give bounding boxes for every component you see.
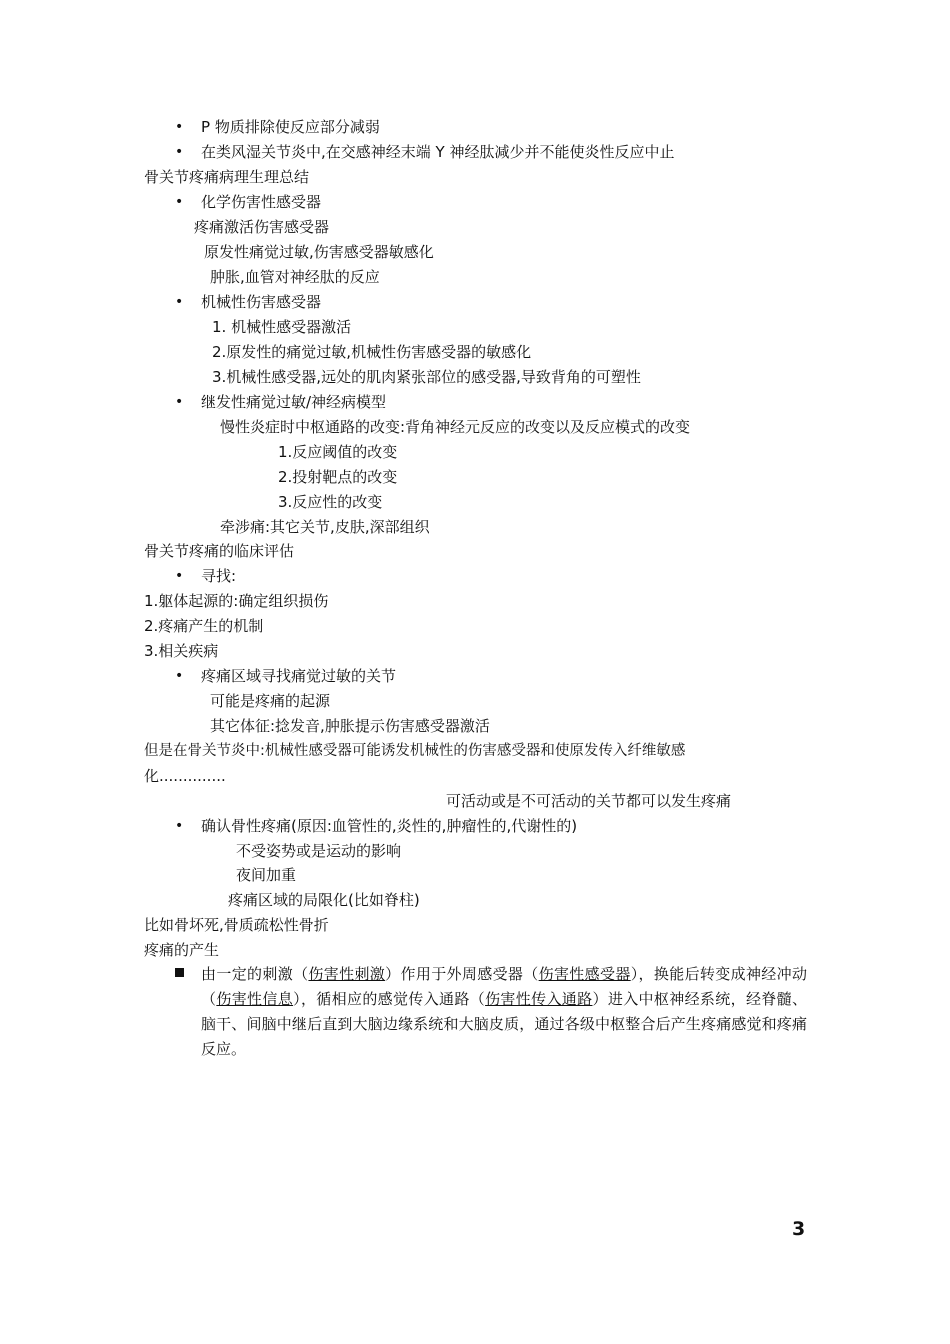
- bullet: •: [175, 394, 184, 410]
- section-heading: 骨关节疼痛病理生理总结: [144, 168, 310, 186]
- text-line: P 物质排除使反应部分减弱: [201, 118, 380, 136]
- text-line: 其它体征:捻发音,肿胀提示伤害感受器激活: [210, 717, 490, 735]
- section-heading: 疼痛的产生: [144, 941, 220, 959]
- text-line: 可活动或是不可活动的关节都可以发生疼痛: [446, 792, 732, 810]
- paragraph-text: ），换能后转变成神经冲动（: [201, 965, 807, 1008]
- underlined-term: 伤害性传入通路: [485, 990, 593, 1008]
- text-line: 2.疼痛产生的机制: [144, 617, 264, 635]
- text-line: 疼痛区域寻找痛觉过敏的关节: [201, 667, 397, 685]
- underlined-term: 伤害性刺激: [308, 965, 386, 983]
- square-bullet-icon: [175, 968, 184, 977]
- bullet: •: [175, 668, 184, 684]
- text-line: 夜间加重: [236, 866, 297, 884]
- text-line: 疼痛区域的局限化(比如脊柱): [228, 891, 420, 909]
- bullet: •: [175, 144, 184, 160]
- text-line: 确认骨性疼痛(原因:血管性的,炎性的,肿瘤性的,代谢性的): [201, 817, 578, 835]
- paragraph-text: 由一定的刺激（: [201, 965, 309, 983]
- underlined-term: 伤害性信息: [216, 990, 294, 1008]
- bullet: •: [175, 119, 184, 135]
- text-line: 1.反应阈值的改变: [278, 443, 398, 461]
- text-line: 比如骨坏死,骨质疏松性骨折: [144, 916, 329, 934]
- text-line: 原发性痛觉过敏,伤害感受器敏感化: [204, 243, 434, 261]
- bullet: •: [175, 294, 184, 310]
- paragraph-text: ）作用于外周感受器（: [385, 965, 539, 983]
- text-line: 2.原发性的痛觉过敏,机械性伤害感受器的敏感化: [212, 343, 532, 361]
- pain-generation-paragraph: [201, 962, 807, 1062]
- section-heading: 骨关节疼痛的临床评估: [144, 542, 295, 560]
- text-line: 继发性痛觉过敏/神经病模型: [201, 393, 387, 411]
- text-line: 不受姿势或是运动的影响: [236, 842, 402, 860]
- text-line: 但是在骨关节炎中:机械性感受器可能诱发机械性的伤害感受器和使原发传入纤维敏感: [144, 743, 686, 759]
- bullet: •: [175, 818, 184, 834]
- paragraph-text: ）进入中枢神经系统，经脊髓、脑干、间脑中继后直到大脑边缘系统和大脑皮质，通过各级中枢整合后产生疼痛感觉和疼痛反应。: [201, 990, 807, 1058]
- text-line: 慢性炎症时中枢通路的改变:背角神经元反应的改变以及反应模式的改变: [220, 418, 691, 436]
- text-line: 机械性伤害感受器: [201, 293, 322, 311]
- text-line: 可能是疼痛的起源: [210, 692, 331, 710]
- text-line: 在类风湿关节炎中,在交感神经末端 Y 神经肽减少并不能使炎性反应中止: [201, 143, 675, 161]
- text-line: 肿胀,血管对神经肽的反应: [210, 268, 380, 286]
- page-number: 3: [792, 1218, 806, 1240]
- text-line: 化..............: [144, 767, 226, 785]
- paragraph-text: ），循相应的感觉传入通路（: [293, 990, 486, 1008]
- underlined-term: 伤害性感受器: [538, 965, 631, 983]
- bullet: •: [175, 194, 184, 210]
- text-line: 化学伤害性感受器: [201, 193, 322, 211]
- text-line: 1.躯体起源的:确定组织损伤: [144, 592, 329, 610]
- text-line: 牵涉痛:其它关节,皮肤,深部组织: [220, 518, 430, 536]
- text-line: 3.机械性感受器,远处的肌肉紧张部位的感受器,导致背角的可塑性: [212, 368, 641, 386]
- bullet: •: [175, 568, 184, 584]
- text-line: 寻找:: [201, 567, 237, 585]
- text-line: 3.反应性的改变: [278, 493, 383, 511]
- text-line: 2.投射靶点的改变: [278, 468, 398, 486]
- text-line: 3.相关疾病: [144, 642, 219, 660]
- text-line: 1. 机械性感受器激活: [212, 318, 352, 336]
- text-line: 疼痛激活伤害感受器: [194, 218, 330, 236]
